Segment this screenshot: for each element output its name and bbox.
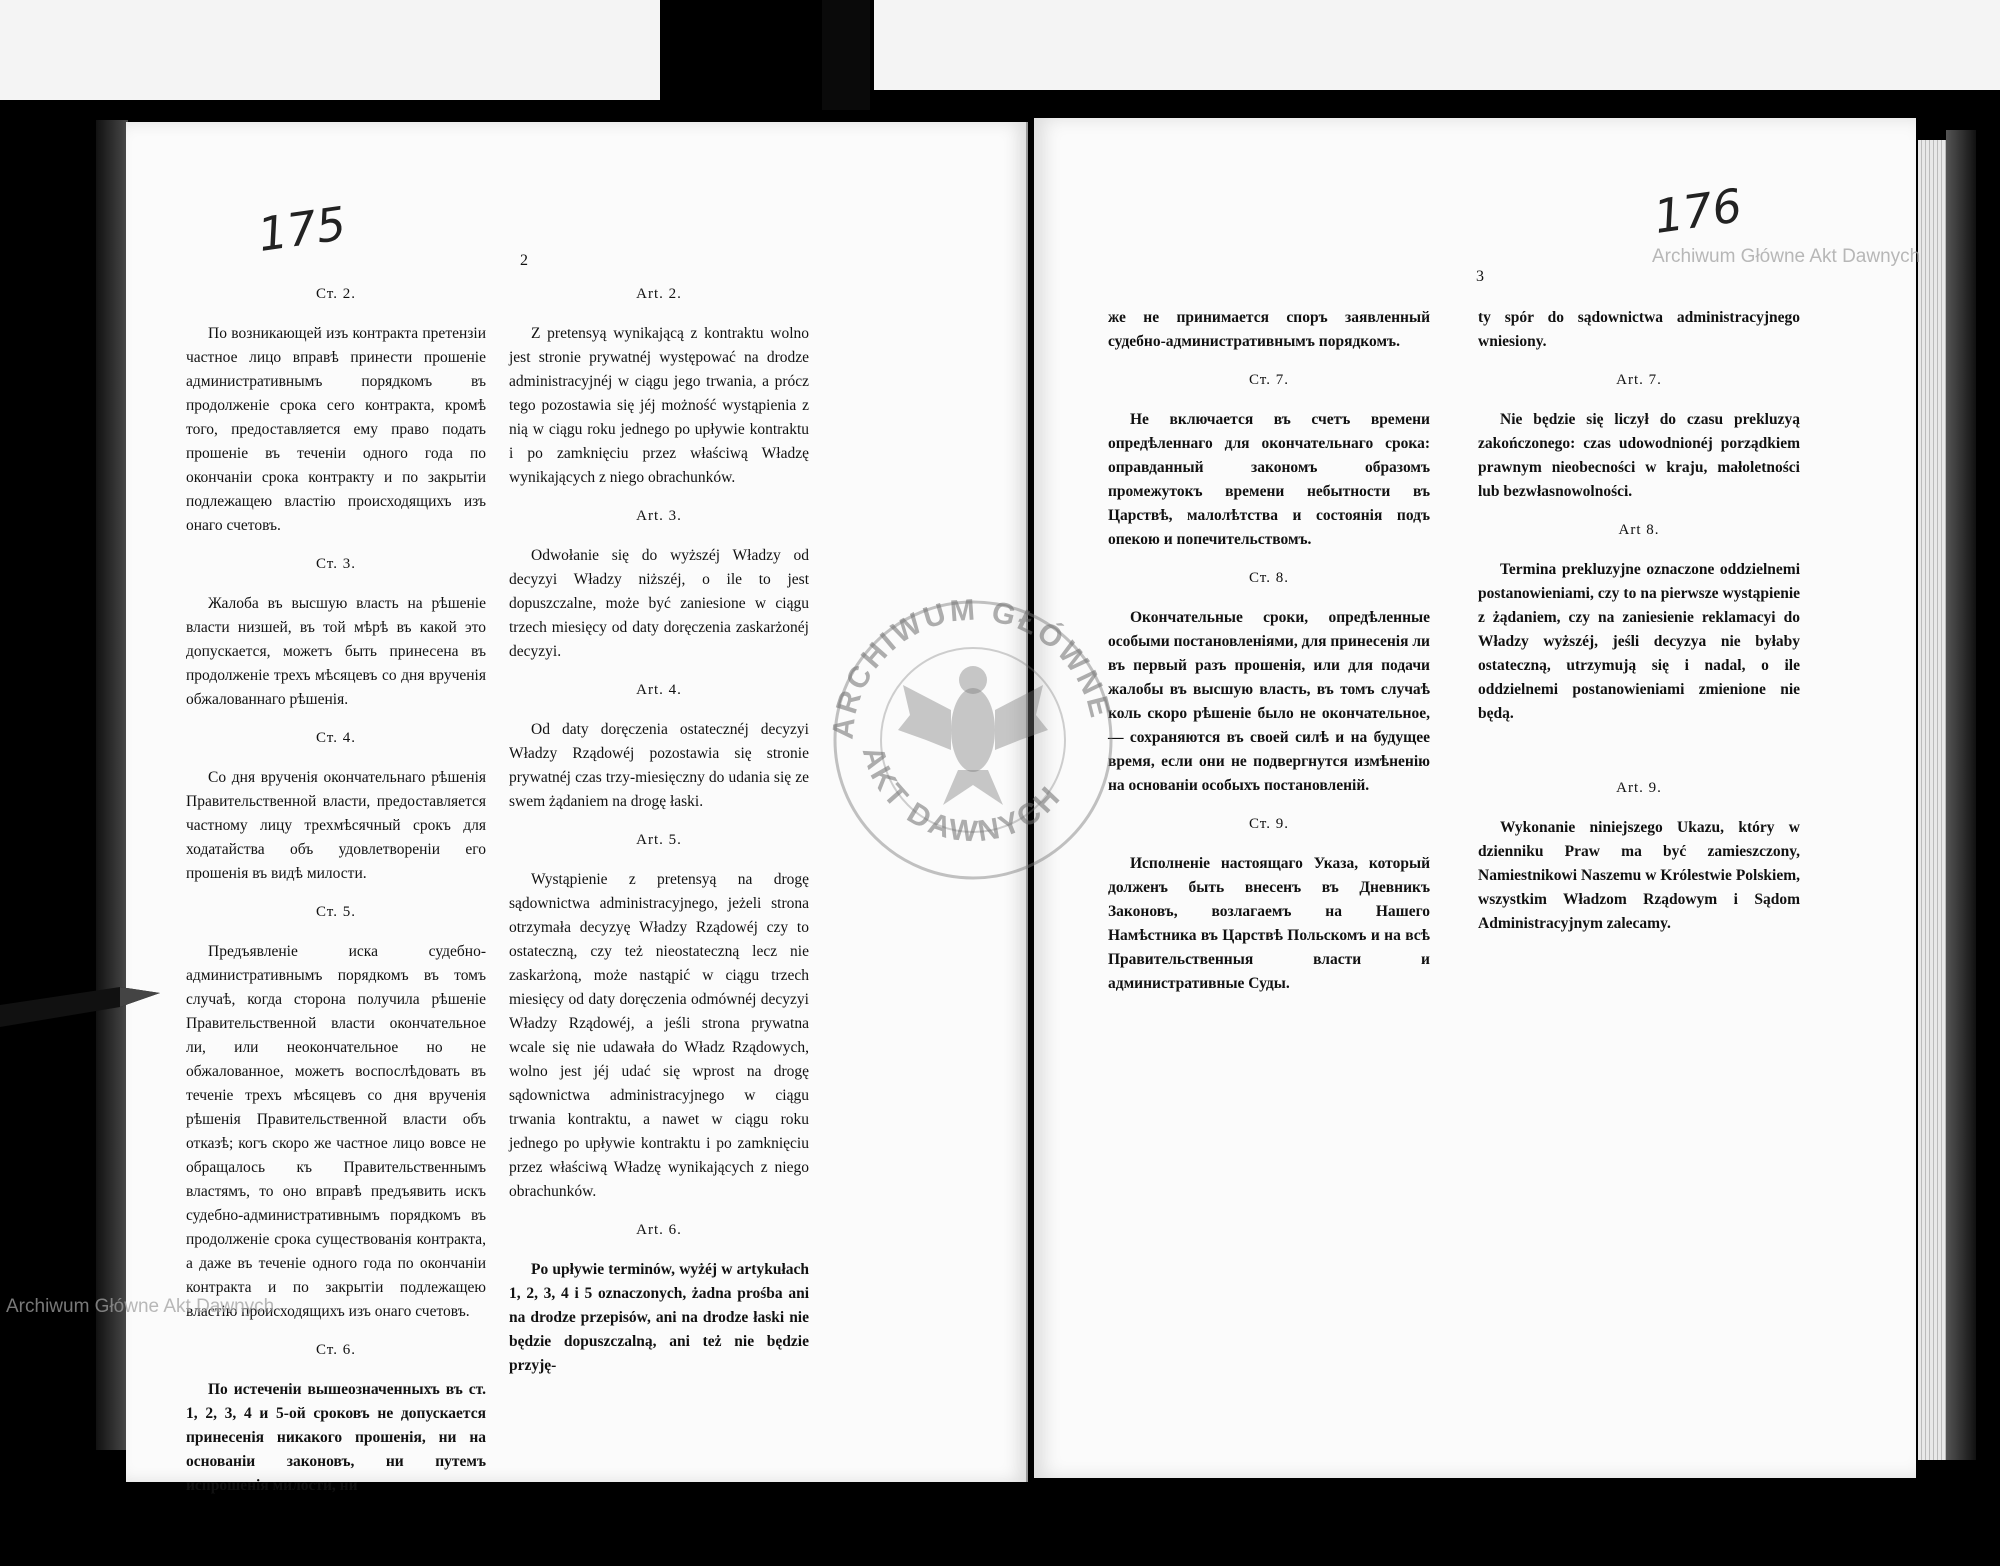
article-heading: Ст. 9. <box>1249 816 1289 832</box>
page-stack-edge <box>1918 140 1948 1460</box>
article-heading: Art. 6. <box>636 1222 682 1238</box>
page-number-left: 2 <box>520 252 528 269</box>
article-heading: Art. 7. <box>1616 372 1662 388</box>
eagle-emblem-icon <box>898 666 1048 805</box>
article-text: Wystąpienie z pretensyą na drogę sądownictwa administracyjnego, jeżeli strona otrzymała decyzyę Władzy Rządowéj czy to ostateczną, czy też nieostateczną lecz nie zaskarżoną, może nastąpić w ciągu trzech miesięcy od daty doręczenia odmównéj decyzyi Władzy Rządowéj, a jeśli strona prywatna wcale się nie udawała do Władz Rządowych, wolno jest jéj udać się wprost na drogę sądownictwa administracyjnego w ciągu trwania kontraktu, a nawet w ciągu roku jednego po upływie kontraktu i po zamknięciu przez właściwą Władzę wynikających z niego obrachunków. <box>509 871 809 1200</box>
article-block <box>1478 776 1800 936</box>
right-russian-column <box>1108 306 1430 1002</box>
article-text: ty spór do sądownictwa administracyjnego wniesiony. <box>1478 309 1800 350</box>
page-number-right: 3 <box>1476 268 1484 285</box>
right-polish-column <box>1478 306 1800 942</box>
article-heading: Art. 4. <box>636 682 682 698</box>
article-heading: Art. 5. <box>636 832 682 848</box>
article-text: Исполненіе настоящаго Указа, который долженъ быть внесенъ въ Дневникъ Законовъ, возлагаемъ на Нашего Намѣстника въ Царствѣ Польскомъ и на всѣ Правительственныя власти и административные Суды. <box>1108 855 1430 992</box>
article-heading: Ст. 2. <box>316 286 356 302</box>
article-block <box>1108 306 1430 354</box>
article-heading: Art. 2. <box>636 286 682 302</box>
article-heading: Art. 3. <box>636 508 682 524</box>
article-heading: Ст. 3. <box>316 556 356 572</box>
book-cover-right <box>1946 130 1976 1460</box>
article-heading: Art 8. <box>1618 522 1660 538</box>
article-text: Od daty doręczenia ostatecznéj decyzyi Władzy Rządowéj pozostawia się stronie prywatnéj czas trzy-miesięczny do udania się ze swem żądaniem na drogę łaski. <box>509 721 809 810</box>
article-heading: Ст. 6. <box>316 1342 356 1358</box>
scan-bed-right <box>874 0 2000 90</box>
article-text: же не принимается споръ заявленный судебно-административнымъ порядкомъ. <box>1108 309 1430 350</box>
article-block <box>509 678 809 814</box>
book-cover-left <box>96 120 128 1450</box>
article-text: Termina prekluzyjne oznaczone oddzielnemi postanowieniami, czy to na pierwsze wystąpienie z żądaniem, czy na zaniesienie reklamacyi do Władzy wyższéj, jeśli decyzya nie byłaby ostateczną, utrzymują się i nadal, o ile oddzielnemi postanowieniami zmienione nie będą. <box>1478 561 1800 722</box>
article-text: Nie będzie się liczył do czasu prekluzyą zakończonego: czas udowodnionéj porządkiem prawnym nieobecności w kraju, małoletności lub bezwłasnowolności. <box>1478 411 1800 500</box>
article-text: По истеченіи вышеозначенныхъ въ ст. 1, 2, 3, 4 и 5-ой сроковъ не допускается принесенія никакого прошенія, ни на основаніи законовъ, ни путемъ испрошенія милости, ни <box>186 1381 486 1494</box>
left-polish-column <box>509 282 809 1384</box>
scan-bed-left <box>0 0 660 100</box>
article-block <box>1478 368 1800 504</box>
article-heading: Ст. 4. <box>316 730 356 746</box>
article-block <box>509 282 809 490</box>
article-block <box>186 552 486 712</box>
watermark-bottom-left: Archiwum Główne Akt Dawnych <box>6 1296 275 1317</box>
article-block <box>186 900 486 1324</box>
article-text: Жалоба въ высшую власть на рѣшеніе власти низшей, въ той мѣрѣ въ какой это допускается, можетъ быть принесена въ продолженіе трехъ мѣсяцевъ со дня врученія обжалованнаго рѣшенія. <box>186 595 486 708</box>
archive-stamp <box>818 580 1128 890</box>
article-text: Wykonanie niniejszego Ukazu, który w dzienniku Praw ma być zamieszczony, Namiestnikowi Naszemu w Królestwie Polskiem, wszystkim Władzom Rządowym i Sądom Administracyjnym zalecamy. <box>1478 819 1800 932</box>
article-block <box>186 1338 486 1498</box>
article-heading: Ст. 8. <box>1249 570 1289 586</box>
article-text: Не включается въ счетъ времени опредѣленнаго для окончательнаго срока: оправданный закономъ образомъ промежутокъ времени небытности въ Царствѣ, малолѣтства и состоянія подъ опекою и попечительствомъ. <box>1108 411 1430 548</box>
article-block <box>509 1218 809 1378</box>
folio-number-right: 176 <box>1650 178 1746 244</box>
article-block <box>509 828 809 1204</box>
article-block <box>509 504 809 664</box>
stamp-text-bottom: AKT DAWNYCH <box>855 742 1069 849</box>
article-text: Окончательные сроки, опредѣленные особыми постановленіями, для принесенія ли въ первый разъ прошенія, или для подачи жалобы въ высшую власть, въ томъ случаѣ коль скоро рѣшеніе было не окончательное,— сохраняются въ своей силѣ и на будущее время, если они не подвергнутся измѣненію на основаніи особыхъ постановленій. <box>1108 609 1430 794</box>
left-russian-column <box>186 282 486 1504</box>
article-text: По возникающей изъ контракта претензіи частное лицо вправѣ принести прошеніе административнымъ порядкомъ въ продолженіе срока сего контракта, кромѣ того, предоставляется ему право подать прошеніе въ теченіи одного года по окончаніи срока контракту и по закрытіи подлежащею властію происходящихъ изъ онаго счетовъ. <box>186 325 486 534</box>
article-text: Z pretensyą wynikającą z kontraktu wolno jest stronie prywatnéj występować na drodze administracyjnéj w ciągu jego trwania, a prócz tego pozostawia się jéj możność wystąpienia z nią w ciągu roku jednego po upływie kontraktu i po zamknięciu przez właściwą Władzę wynikających z niego obrachunków. <box>509 325 809 486</box>
pen-object <box>0 985 170 1035</box>
right-page <box>1034 118 1916 1478</box>
article-block <box>1478 518 1800 726</box>
article-block <box>1478 306 1800 354</box>
watermark-top-right: Archiwum Główne Akt Dawnych <box>1652 246 1921 267</box>
folio-number-left: 175 <box>254 196 350 262</box>
article-block <box>1108 812 1430 996</box>
article-block <box>186 726 486 886</box>
article-text: Предъявленіе иска судебно-административнымъ порядкомъ въ томъ случаѣ, когда сторона получила рѣшеніе Правительственной власти окончательное ли, или неокончательное но не обжалованное, можетъ воспослѣдовать въ теченіе трехъ мѣсяцевъ со дня врученія рѣшенія Правительственной власти объ отказѣ; когъ скоро же частное лицо вовсе не обращалось къ Правительственнымъ властямъ, то оно вправѣ предъявить искъ судебно-административнымъ порядкомъ въ продолженіе срока существованія контракта, а даже въ теченіе одного года по окончаніи контракта и по закрытіи подлежащею властію происходящихъ изъ онаго счетовъ. <box>186 943 486 1320</box>
stamp-text-top: ARCHIWUM GŁÓWNE <box>826 593 1118 741</box>
article-block <box>186 282 486 538</box>
article-text: Odwołanie się do wyższéj Władzy od decyzyi Władzy niższéj, o ile to jest dopuszczalne, może być zaniesione w ciągu trzech miesięcy od daty doręczenia zaskarżonéj decyzyi. <box>509 547 809 660</box>
article-block <box>1108 566 1430 798</box>
article-heading: Art. 9. <box>1616 780 1662 796</box>
scan-clamp <box>822 0 870 110</box>
article-text: Со дня врученія окончательнаго рѣшенія Правительственной власти, предоставляется частному лицу трехмѣсячный срокъ для ходатайства объ удовлетвореніи его прошенія въ видѣ милости. <box>186 769 486 882</box>
article-text: Po upływie terminów, wyżéj w artykułach 1, 2, 3, 4 i 5 oznaczonych, żadna prośba ani na drodze przepisów, ani na drodze łaski nie będzie dopuszczalną, ani też nie będzie przyję- <box>509 1261 809 1374</box>
article-heading: Ст. 5. <box>316 904 356 920</box>
article-block <box>1108 368 1430 552</box>
article-heading: Ст. 7. <box>1249 372 1289 388</box>
